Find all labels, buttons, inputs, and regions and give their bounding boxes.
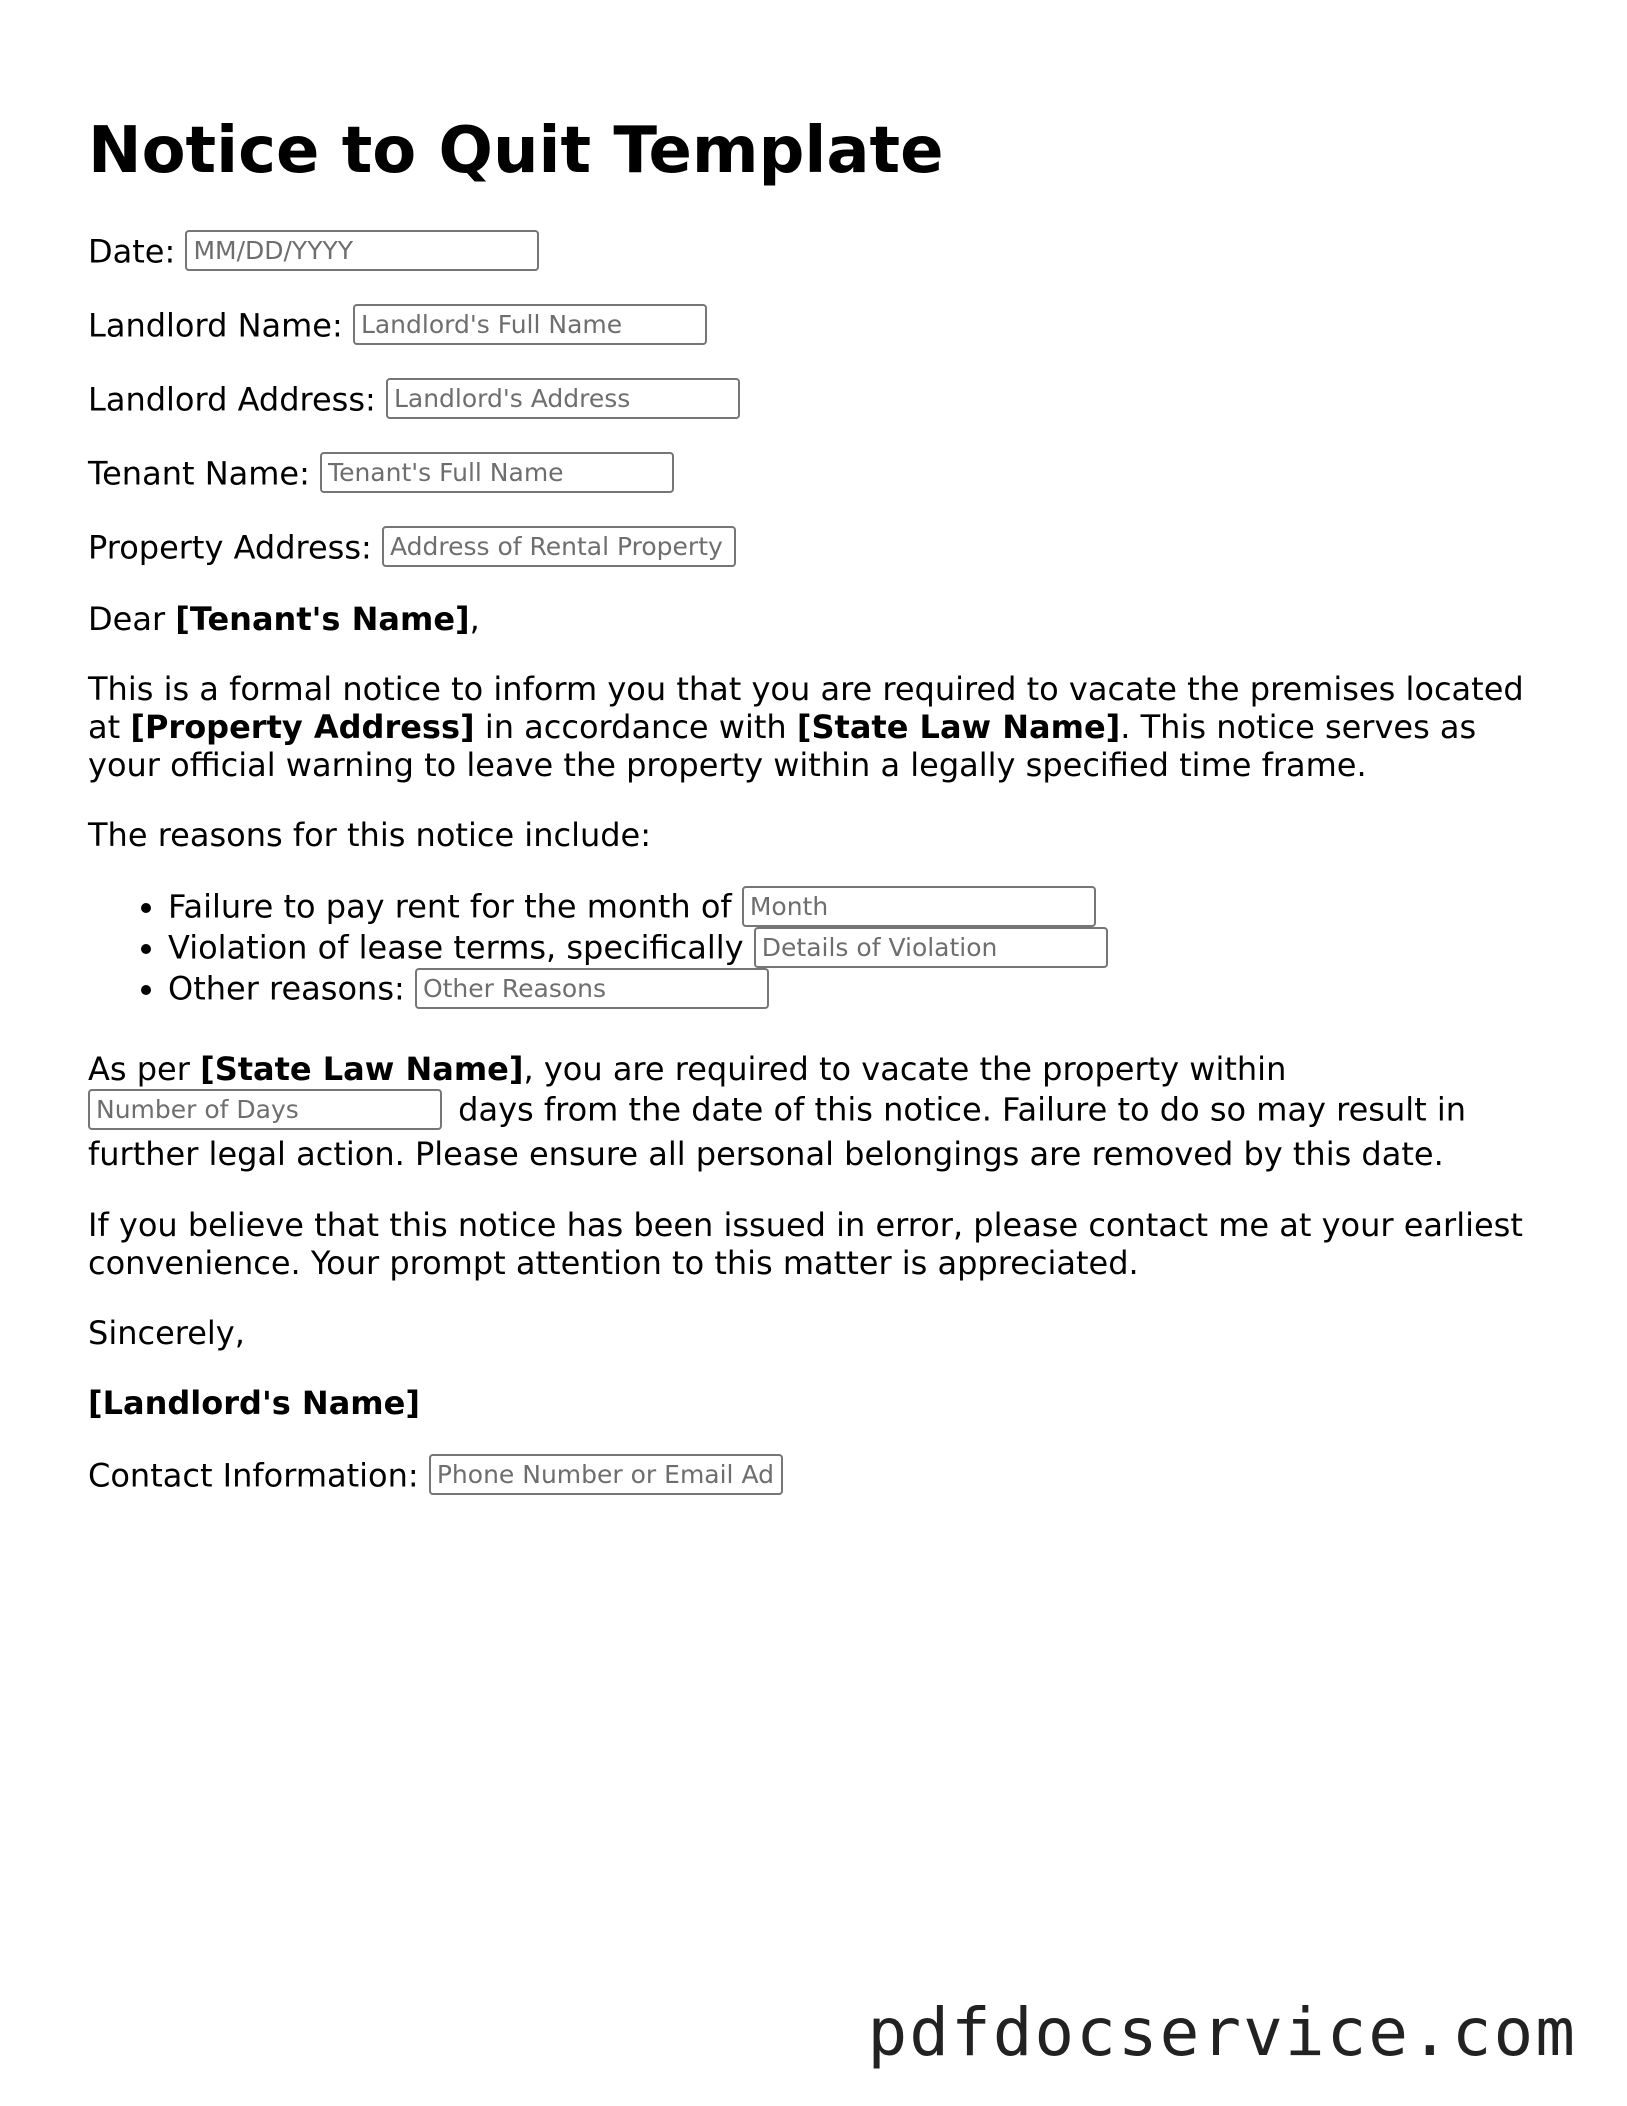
- notice-document: [88, 110, 1548, 1528]
- property-address-input[interactable]: [382, 526, 736, 567]
- reason-label: Failure to pay rent for the month of: [168, 887, 732, 926]
- landlord-name-input[interactable]: [353, 304, 707, 345]
- state-law-placeholder: [State Law Name]: [796, 708, 1121, 746]
- date-input[interactable]: [185, 230, 539, 271]
- reasons-intro: The reasons for this notice include:: [88, 816, 652, 854]
- contact-input[interactable]: [429, 1454, 783, 1495]
- landlord-name-row: [88, 304, 1548, 344]
- property-address-row: [88, 526, 1548, 566]
- reason-item-violation: [168, 927, 1548, 968]
- vacate-paragraph: [88, 1049, 1548, 1174]
- watermark: pdfdocservice.com: [867, 1994, 1577, 2071]
- notice-text-3: . This notice serves as your official warning to leave the property within a legally specified time frame.: [88, 708, 1477, 784]
- landlord-name-placeholder: [Landlord's Name]: [88, 1384, 420, 1422]
- tenant-name-input[interactable]: [320, 452, 674, 493]
- tenant-name-placeholder: [Tenant's Name]: [175, 600, 470, 638]
- vacate-text-1: As per: [88, 1050, 201, 1088]
- property-address-label: Property Address:: [88, 528, 372, 567]
- salutation-suffix: ,: [469, 600, 480, 638]
- page-title: Notice to Quit Template: [88, 114, 944, 188]
- contact-row: [88, 1454, 1548, 1494]
- signature: [88, 1384, 1548, 1422]
- landlord-name-label: Landlord Name:: [88, 306, 343, 345]
- month-input[interactable]: [742, 886, 1096, 927]
- landlord-address-label: Landlord Address:: [88, 380, 376, 419]
- number-of-days-input[interactable]: [88, 1089, 442, 1130]
- error-paragraph: If you believe that this notice has been issued in error, please contact me at your earliest convenience. Your prompt attention to this matter is appreciated.: [88, 1206, 1523, 1282]
- contact-label: Contact Information:: [88, 1456, 419, 1495]
- violation-details-input[interactable]: [754, 927, 1108, 968]
- landlord-address-input[interactable]: [386, 378, 740, 419]
- reason-item-other: [168, 968, 1548, 1009]
- tenant-name-row: [88, 452, 1548, 492]
- property-address-placeholder: [Property Address]: [130, 708, 475, 746]
- salutation: [88, 600, 1548, 638]
- reason-item-rent: [168, 886, 1548, 927]
- reasons-list: [88, 886, 1548, 1009]
- notice-paragraph: [88, 670, 1548, 784]
- vacate-text-2: , you are required to vacate the property within: [523, 1050, 1287, 1088]
- landlord-address-row: [88, 378, 1548, 418]
- notice-text-1: This is a formal notice to inform you that you are required to vacate the premises located at: [88, 670, 1524, 746]
- reason-label: Other reasons:: [168, 969, 405, 1008]
- notice-text-2: in accordance with: [474, 708, 797, 746]
- vacate-text-3: days from the date of this notice. Failure to do so may result in further legal action. Please ensure all personal belongings are removed by this date.: [88, 1090, 1467, 1173]
- date-row: [88, 230, 1548, 270]
- tenant-name-label: Tenant Name:: [88, 454, 310, 493]
- salutation-prefix: Dear: [88, 600, 176, 638]
- other-reasons-input[interactable]: [415, 968, 769, 1009]
- reason-label: Violation of lease terms, specifically: [168, 928, 744, 967]
- state-law-placeholder: [State Law Name]: [200, 1050, 524, 1088]
- date-label: Date:: [88, 232, 176, 271]
- closing: Sincerely,: [88, 1314, 245, 1352]
